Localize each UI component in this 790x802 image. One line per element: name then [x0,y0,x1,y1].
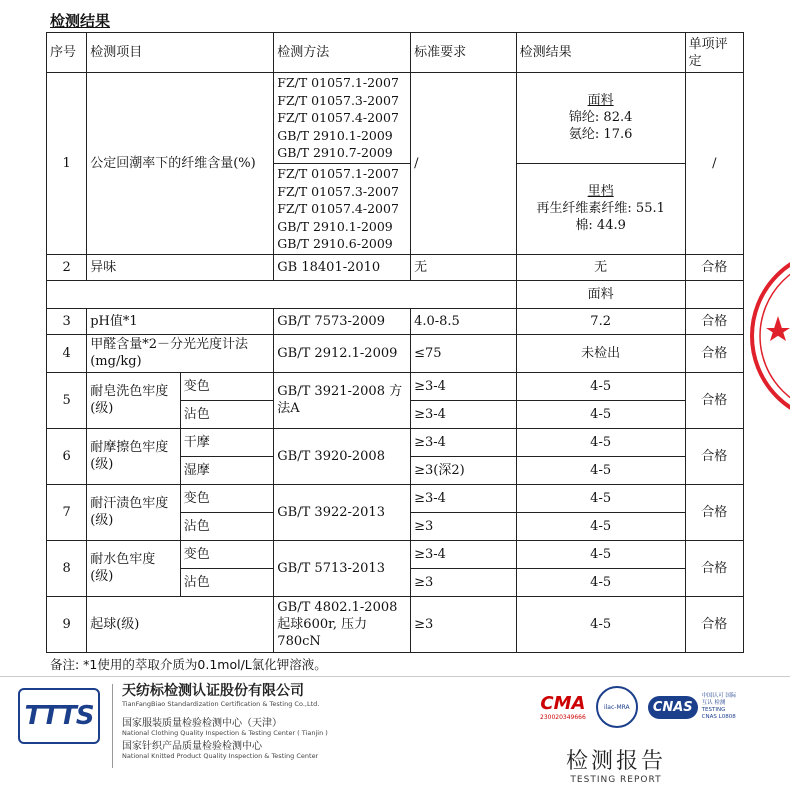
row-method: GB/T 5713-2013 [274,540,411,596]
row-item: 耐摩擦色牢度(级) [87,428,181,484]
row-judge: 合格 [685,308,743,334]
table-row [47,540,744,568]
row-result-lining [516,163,685,254]
row-result: 4-5 [516,428,685,456]
row-item: 起球(级) [87,596,274,652]
row-method: GB/T 2912.1-2009 [274,334,411,372]
row-no: 5 [47,372,87,428]
method-line: FZ/T 01057.1-2007 [277,75,399,90]
row-subitem: 干摩 [180,428,274,456]
row-result: 4-5 [516,540,685,568]
method-line: GB/T 2910.1-2009 [277,127,393,143]
cnas-label: CNAS [648,696,698,719]
results-table [46,32,744,653]
center1-en: National Clothing Quality Inspection & Testing Center ( Tianjin ) [122,729,328,737]
row-no: 8 [47,540,87,596]
center1-cn: 国家服装质量检验检测中心（天津） [122,718,282,729]
note: 备注: *1使用的萃取介质为0.1mol/L氯化钾溶液。 [50,657,327,672]
row-judge: 合格 [685,372,743,428]
row-standard: ≥3-4 [411,428,517,456]
row-judge: / [685,73,743,255]
method-line: GB/T 2910.7-2009 [277,145,393,161]
row-subitem: 沾色 [180,512,274,540]
method-line: FZ/T 01057.4-2007 [277,110,399,126]
row-item: pH值*1 [87,308,274,334]
row-method-list [274,73,411,164]
row-item: 耐汗渍色牢度(级) [87,484,181,540]
row-item: 甲醛含量*2－分光光度计法(mg/kg) [87,334,274,372]
row-no: 1 [47,73,87,255]
row-result: 4-5 [516,372,685,400]
row-result: 7.2 [516,308,685,334]
row-method: GB/T 7573-2009 [274,308,411,334]
header-standard: 标准要求 [411,33,517,73]
row-no: 2 [47,254,87,280]
row-method: GB/T 3920-2008 [274,428,411,484]
row-judge: 合格 [685,334,743,372]
row-item: 公定回潮率下的纤维含量(%) [87,73,274,255]
result-line: 锦纶: 82.4 [568,110,633,126]
logo-text: TTTS [24,701,94,731]
row-standard: ≥3-4 [411,484,517,512]
method-line: FZ/T 01057.3-2007 [277,92,399,108]
row-subitem: 变色 [180,484,274,512]
report-title-en: TESTING REPORT [570,775,662,785]
table-row [47,596,744,652]
row-result-fabric [516,73,685,164]
table-row [47,372,744,400]
blank-cell [47,280,517,308]
row-item: 异味 [87,254,274,280]
row-no: 9 [47,596,87,652]
header-item: 检测项目 [87,33,274,73]
row-method: GB/T 3921-2008 方法A [274,372,411,428]
row-method-list [274,163,411,254]
header-judge: 单项评定 [685,33,743,73]
row-result: 4-5 [516,596,685,652]
cma-badge [540,693,586,721]
row-no: 6 [47,428,87,484]
row-result: 4-5 [516,400,685,428]
row-item: 耐皂洗色牢度(级) [87,372,181,428]
row-method: GB/T 3922-2013 [274,484,411,540]
org-name-cn: 天纺标检测认证股份有限公司 [122,683,304,699]
method-line: GB/T 2910.6-2009 [277,236,393,252]
row-standard: ≥3(深2) [411,456,517,484]
result-line: 再生纤维素纤维: 55.1 [536,201,665,217]
row-result: 4-5 [516,456,685,484]
red-seal-stamp [748,246,790,426]
fabric-label: 面料 [516,280,685,308]
method-line: GB/T 2910.1-2009 [277,218,393,234]
report-title-cn: 检测报告 [566,749,667,774]
accreditation-badges [540,686,738,728]
row-standard: ≥3 [411,512,517,540]
row-subitem: 沾色 [180,568,274,596]
row-no: 7 [47,484,87,540]
result-subtitle: 面料 [587,93,614,109]
row-subitem: 变色 [180,372,274,400]
ilac-label: ilac-MRA [603,703,630,711]
row-result: 4-5 [516,512,685,540]
row-standard: ≥3-4 [411,540,517,568]
row-standard: 无 [411,254,517,280]
footer-separator [112,684,113,768]
company-logo [18,688,100,744]
row-subitem: 变色 [180,540,274,568]
method-line: FZ/T 01057.3-2007 [277,183,399,199]
row-subitem: 沾色 [180,400,274,428]
row-item: 耐水色牢度(级) [87,540,181,596]
row-judge: 合格 [685,596,743,652]
row-standard: ≥3 [411,596,517,652]
row-standard: ≥3-4 [411,372,517,400]
cma-label: CMA [540,693,586,714]
ilac-badge [596,686,638,728]
row-judge: 合格 [685,428,743,484]
footer-divider [0,676,790,677]
org-info [122,680,328,760]
fabric-label-row [47,280,744,308]
row-judge: 合格 [685,540,743,596]
row-judge: 合格 [685,484,743,540]
row-standard: ≥3-4 [411,400,517,428]
row-result: 4-5 [516,484,685,512]
method-line: FZ/T 01057.4-2007 [277,201,399,217]
row-standard: 4.0-8.5 [411,308,517,334]
row-standard: ≥3 [411,568,517,596]
cnas-text: 中国认可 国际互认 检测 TESTING CNAS L0808 [701,693,737,720]
row-method: GB/T 4802.1-2008 起球600r, 压力780cN [274,596,411,652]
method-line: FZ/T 01057.1-2007 [277,165,399,181]
row-result: 4-5 [516,568,685,596]
row-no: 4 [47,334,87,372]
row-judge: 合格 [685,254,743,280]
row-result: 无 [516,254,685,280]
cnas-badge [648,693,738,721]
row-subitem: 湿摩 [180,456,274,484]
header-result: 检测结果 [516,33,685,73]
blank-cell [685,280,743,308]
table-row [47,428,744,456]
table-row [47,73,744,164]
header-method: 检测方法 [274,33,411,73]
section-title: 检测结果 [50,12,111,30]
row-method: GB 18401-2010 [274,254,411,280]
center2-cn: 国家针织产品质量检验检测中心 [122,741,262,752]
table-header-row [47,33,744,73]
org-name-en: TianFangBiao Standardization Certification & Testing Co.,Ltd. [122,700,320,708]
result-line: 氨纶: 17.6 [568,127,633,143]
result-line: 棉: 44.9 [575,218,626,234]
row-no: 3 [47,308,87,334]
center2-en: National Knitted Product Quality Inspection & Testing Center [122,752,319,760]
row-result: 未检出 [516,334,685,372]
row-standard: ≤75 [411,334,517,372]
table-row [47,484,744,512]
report-title [566,744,666,785]
table-row [47,334,744,372]
table-row [47,254,744,280]
result-subtitle: 里档 [587,184,614,200]
row-standard: / [411,73,517,255]
header-no: 序号 [47,33,87,73]
cma-number: 230020349666 [540,714,586,721]
table-row [47,308,744,334]
